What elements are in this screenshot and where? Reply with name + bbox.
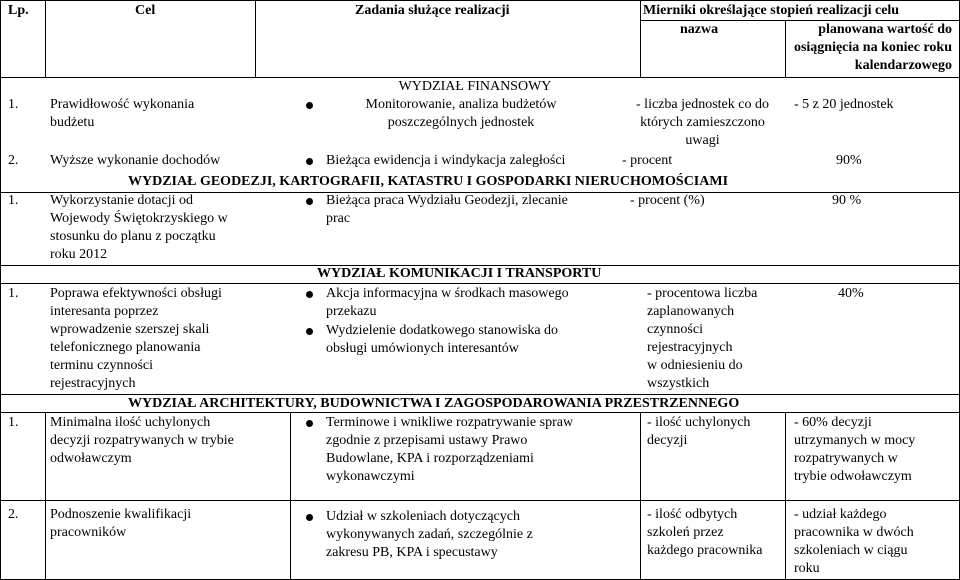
row-number: 1. xyxy=(8,193,19,208)
measure-name: - ilość uchylonych decyzji xyxy=(647,415,751,448)
bullet-icon xyxy=(306,291,313,298)
goal-text: Minimalna ilość uchylonych decyzji rozpatrywanych w trybie odwoławczym xyxy=(50,415,234,466)
task-text: Bieżąca ewidencja i windykacja zaległości xyxy=(326,153,566,168)
bullet-icon xyxy=(306,420,313,427)
measure-name: - procent xyxy=(622,153,673,168)
header-cel: Cel xyxy=(135,3,156,18)
section-title: WYDZIAŁ GEODEZJI, KARTOGRAFII, KATASTRU I GOSPODARKI NIERUCHOMOŚCIAMI xyxy=(128,174,729,189)
task-text: Bieżąca praca Wydziału Geodezji, zlecanie prac xyxy=(326,193,568,226)
bullet-icon xyxy=(306,102,313,109)
goal-text: Podnoszenie kwalifikacji pracowników xyxy=(50,507,192,540)
column-divider xyxy=(290,412,291,580)
goal-text: Wyższe wykonanie dochodów xyxy=(50,153,221,168)
row-number: 1. xyxy=(8,286,19,301)
bullet-icon xyxy=(306,328,313,335)
table-border-top xyxy=(0,0,960,1)
column-divider xyxy=(640,0,641,77)
measure-name: - procentowa liczba zaplanowanych czynności rejestracyjnych w odniesieniu do wszystkich xyxy=(647,286,758,391)
bullet-icon xyxy=(306,514,313,521)
column-divider xyxy=(255,0,256,77)
table-border-left xyxy=(0,0,1,580)
row-divider xyxy=(0,283,960,284)
goal-text: Wykorzystanie dotacji od Wojewody Świętokrzyskiego w stosunku do planu z początku roku 2012 xyxy=(50,193,228,262)
row-number: 2. xyxy=(8,153,19,168)
section-title: WYDZIAŁ FINANSOWY xyxy=(398,79,552,94)
goal-text: Prawidłowość wykonania budżetu xyxy=(50,97,195,130)
measure-name: - ilość odbytych szkoleń przez każdego pracownika xyxy=(647,507,763,558)
task-text: Wydzielenie dodatkowego stanowiska do obsługi umówionych interesantów xyxy=(326,323,559,356)
target-value: - 60% decyzji utrzymanych w mocy rozpatrywanych w trybie odwoławczym xyxy=(794,415,916,484)
row-number: 2. xyxy=(8,507,19,522)
header-mierniki: Mierniki określające stopień realizacji celu xyxy=(643,3,900,18)
row-number: 1. xyxy=(8,97,19,112)
column-divider xyxy=(785,20,786,77)
task-text: Monitorowanie, analiza budżetów poszczególnych jednostek xyxy=(365,97,557,130)
section-title: WYDZIAŁ KOMUNIKACJI I TRANSPORTU xyxy=(317,266,602,281)
target-value: 40% xyxy=(838,286,864,301)
row-number: 1. xyxy=(8,415,19,430)
row-divider xyxy=(0,500,960,501)
target-value: - 5 z 20 jednostek xyxy=(794,97,894,112)
target-value: - udział każdego pracownika w dwóch szkoleniach w ciągu roku xyxy=(794,507,914,576)
column-divider xyxy=(640,412,641,580)
target-value: 90% xyxy=(836,153,862,168)
measure-name: - liczba jednostek co do których zamieszczono uwagi xyxy=(636,97,769,148)
measure-name: - procent (%) xyxy=(630,193,705,208)
section-title: WYDZIAŁ ARCHITEKTURY, BUDOWNICTWA I ZAGOSPODAROWANIA PRZESTRZENNEGO xyxy=(128,396,740,411)
task-text: Udział w szkoleniach dotyczących wykonywanych zadań, szczególnie z zakresu PB, KPA i specustawy xyxy=(326,509,533,560)
header-planowana: planowana wartość do osiągnięcia na koniec roku kalendarzowego xyxy=(793,22,952,73)
column-divider xyxy=(785,412,786,580)
header-lp: Lp. xyxy=(8,3,29,18)
task-text: Akcja informacyjna w środkach masowego przekazu xyxy=(326,286,569,319)
header-zadania: Zadania służące realizacji xyxy=(355,3,510,18)
bullet-icon xyxy=(306,158,313,165)
task-text: Terminowe i wnikliwe rozpatrywanie spraw zgodnie z przepisami ustawy Prawo Budowlane, KPA i rozporządzeniami wykonawczymi xyxy=(326,415,574,484)
column-divider xyxy=(45,412,46,580)
bullet-icon xyxy=(306,198,313,205)
goal-text: Poprawa efektywności obsługi interesanta poprzez wprowadzenie szerszej skali telefonicznego planowania terminu czynności rejestracyjnych xyxy=(50,286,222,391)
target-value: 90 % xyxy=(832,193,862,208)
header-nazwa: nazwa xyxy=(680,22,719,37)
column-divider xyxy=(45,0,46,77)
